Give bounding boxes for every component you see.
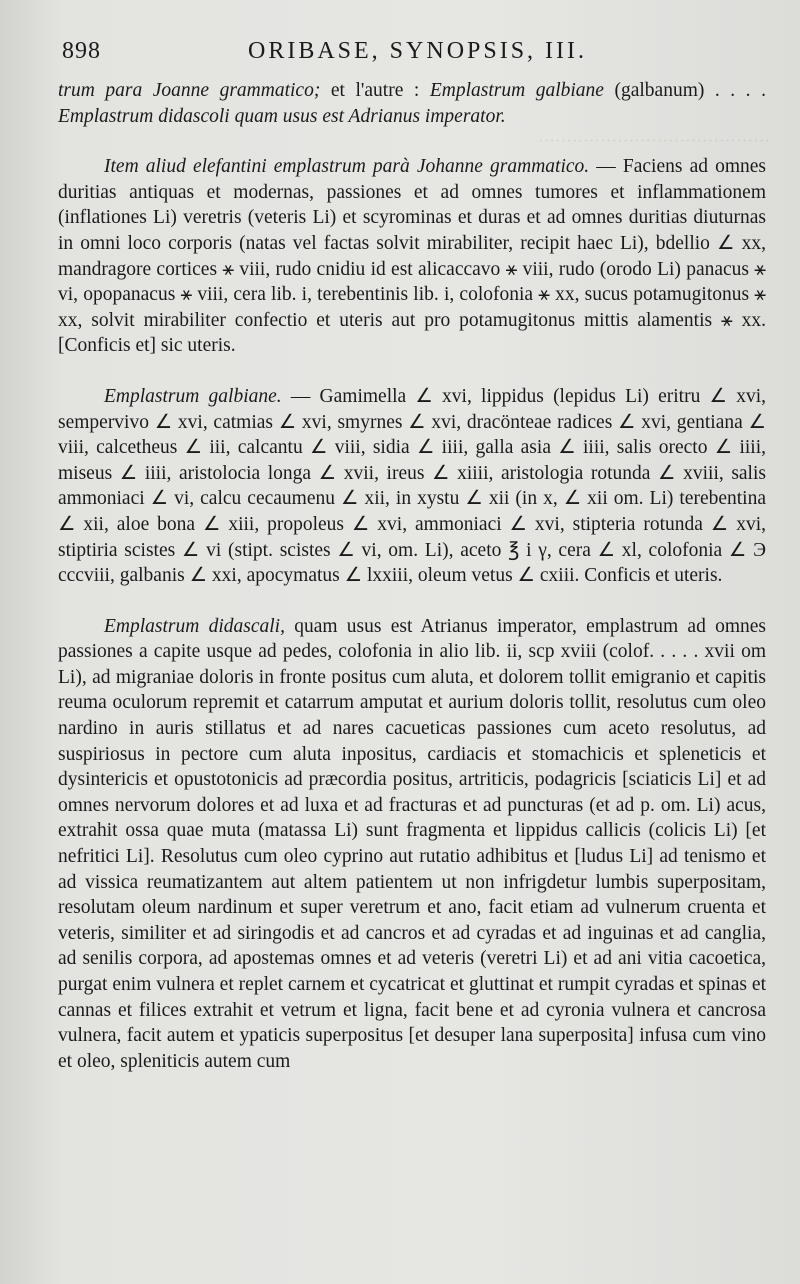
italic-text: Emplastrum didascali,: [104, 615, 285, 637]
page-number: 898: [62, 38, 101, 64]
text-run: — Faciens ad omnes duritias antiquas et modernas, passiones et ad omnes tumores et inflammationem (inflationes Li) veretris (veteris Li) et scyrominas et duras et ad omnes duritias diuturnas in omni loco corporis (natas vel factas solvit mirabiliter, recipit haec Li), bdellio ∠ xx, mandragore cortices ⚹ viii, rudo cnidiu id est alicaccavo ⚹ viii, rudo (orodo Li) panacus ⚹ vi, opopanacus ⚹ viii, cera lib. i, terebentinis lib. i, colofonia ⚹ xx, sucus potamugitonus ⚹ xx, solvit mirabiliter confectio et uteris aut pro potamugitonus mittis alamentis ⚹ xx. [Conficis et] sic uteris.: [58, 156, 767, 357]
running-head: [58, 38, 766, 78]
text-run: (galbanum) . . . .: [603, 80, 766, 101]
body-text: [58, 78, 766, 1074]
text-run: quam usus est Atrianus imperator, emplastrum ad omnes passiones a capite usque ad pedes, colofonia in alio lib. ii, scp xviii (colof. . . . . xvii om Li), ad migraniae doloris in fronte positus cum aluta, et dolorem tollit emigranio et capitis reuma oculorum repremit et catarrum amputat et aurium doloris tollit, resolutus cum oleo nardino in auris stillatus et ad nares cacueticas passiones cum aceto resolutus, ad suspiriosus in pectore cum aluta inpositus, cardiacis et stomachicis et spleneticis et dysintericis et opustotonicis ad præcordia positus, artriticis, podagricis [sciaticis Li] et ad omnes nervorum dolores et ad luxa et ad fracturas et ad puncturas (et ad p. om. Li) acus, extrahit ossa quae muta (matassa Li) sunt fragmenta et lippidus callicis (colicis Li) [et nefritici Li]. Resolutus cum oleo cyprino aut rutatio adhibitus et [ludus Li] ad tenismo et ad vissica reumatizantem aut altem patientem ut non infrigdetur lumbis superpositam, resolutam oleum nardinum et super veretrum et ano, facit etiam ad vulnerum cruenta et veteris, similiter et ad siringodis et ad cancros et ad cyradas et ad inguinas et ad canglia, ad senilis corpora, ad apostemas omnes et ad veteris (veretri Li) et ad ani vitia cacoetica, purgat enim vulnera et replet carnem et cycatricat et gluttinat et rumpit cyradas et spinas et cannas et filices extrahit et vetrum et ligna, facit bene et ad cyronia vulnera et cancrosa vulnera, facit autem et ypaticis superpositus [et desuper lana superposita] infusa cum vino et oleo, spleniticis autem cum: [58, 615, 766, 1072]
paragraph-elefantini-emplastrum: [58, 154, 766, 359]
italic-text: Emplastrum didascoli quam usus est Adrianus imperator.: [58, 105, 506, 127]
paragraph-emplastrum-didascali: [58, 614, 766, 1075]
paragraph-continuation: [58, 78, 766, 129]
text-run: et l'autre :: [320, 80, 430, 101]
paragraph-emplastrum-galbiane: [58, 384, 766, 589]
italic-text: Emplastrum galbiane: [429, 80, 604, 101]
text-run: — Gamimella ∠ xvi, lippidus (lepidus Li) eritru ∠ xvi, sempervivo ∠ xvi, catmias ∠ xvi, smyrnes ∠ xvi, dracönteae radices ∠ xvi, gentiana ∠ viii, calcetheus ∠ iii, calcantu ∠ viii, sidia ∠ iiii, galla asia ∠ iiii, salis orecto ∠ iiii, miseus ∠ iiii, aristolocia longa ∠ xvii, ireus ∠ xiiii, aristologia rotunda ∠ xviii, salis ammoniaci ∠ vi, calcu cecaumenu ∠ xii, in xystu ∠ xii (in x, ∠ xii om. Li) terebentina ∠ xii, aloe bona ∠ xiii, propoleus ∠ xvi, ammoniaci ∠ xvi, stipteria rotunda ∠ xvi, stiptiria scistes ∠ vi (stipt. scistes ∠ vi, om. Li), aceto ℥ i γ, cera ∠ xl, colofonia ∠ Э cccviii, galbanis ∠ xxi, apocymatus ∠ lxxiii, oleum vetus ∠ cxiii. Conficis et uteris.: [58, 385, 766, 587]
italic-text: Emplastrum galbiane.: [104, 385, 282, 407]
show-through-text: ·········································: [537, 131, 770, 150]
running-title: ORIBASE, SYNOPSIS, III.: [248, 38, 588, 64]
italic-text: trum para Joanne grammatico;: [58, 80, 321, 101]
italic-text: Item aliud elefantini emplastrum parà Johanne grammatico.: [104, 156, 590, 178]
